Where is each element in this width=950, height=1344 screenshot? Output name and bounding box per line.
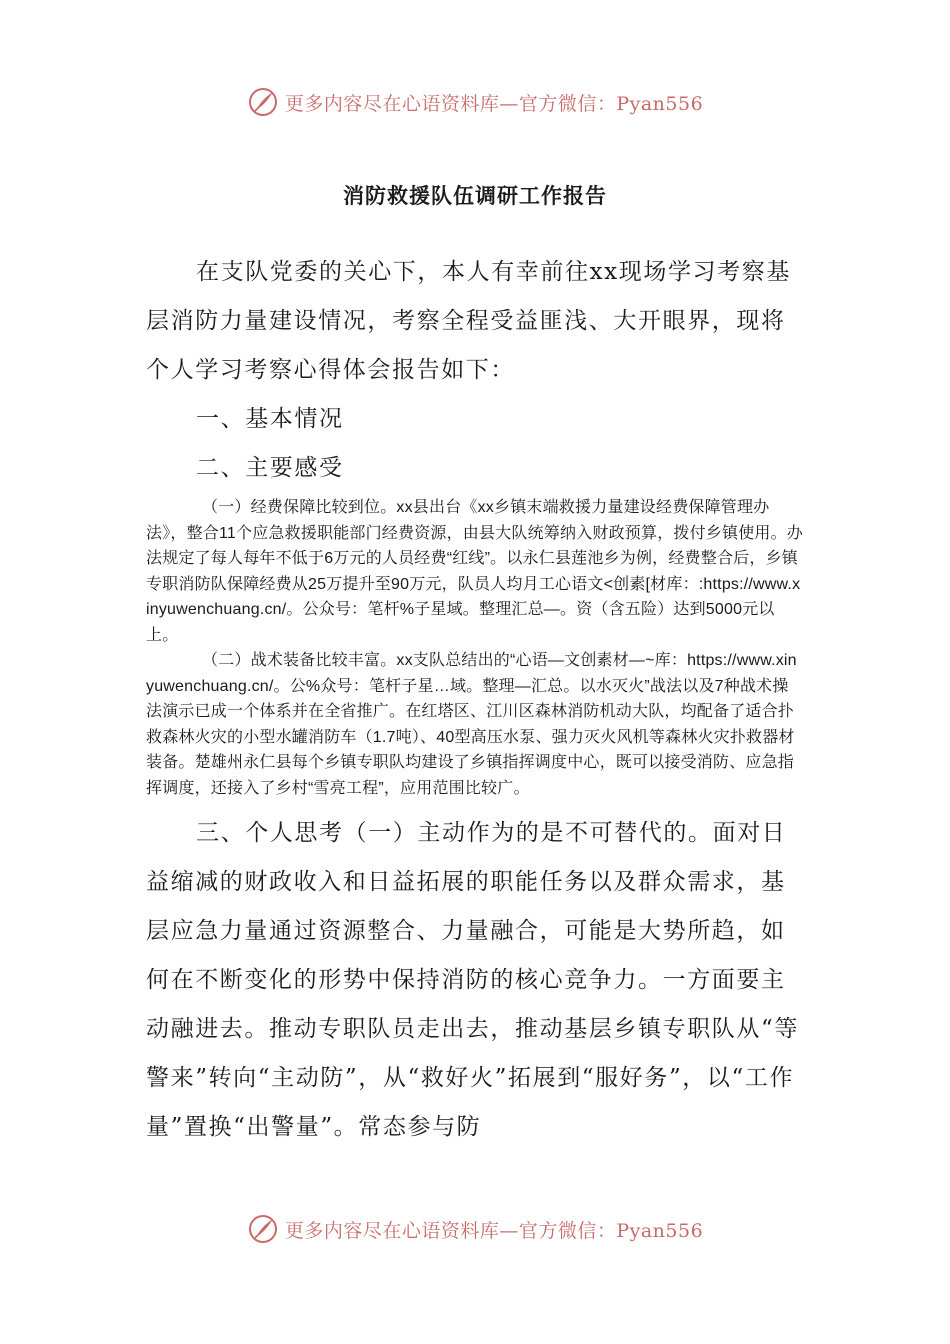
section-heading-impressions: 二、主要感受 [196,455,344,481]
watermark-text: 更多内容尽在心语资料库—官方微信：Pyan556 [284,92,704,115]
watermark-banner-bottom [0,1209,950,1249]
section-heading-basic: 一、基本情况 [196,406,344,432]
document-title: 消防救援队伍调研工作报告 [343,183,607,208]
quill-logo-icon [247,86,279,118]
funding-paragraph: （一）经费保障比较到位。xx县出台《xx乡镇末端救援力量建设经费保障管理办法》，整合11个应急救援职能部门经费资源，由县大队统筹纳入财政预算，拨付乡镇使用。办法规定了每人每年不低于6万元的人员经费“红线”。以永仁县莲池乡为例，经费整合后，乡镇专职消防队保障经费从25万提升至90万元，队员人均月工心语文<创素[材库：:https://www.xinyuwenchuang.cn/。公众号：笔杆%子星域。整理汇总—。资（含五险）达到5000元以上。 [146,499,804,644]
watermark-banner-top [0,82,950,122]
equipment-paragraph: （二）战术装备比较丰富。xx支队总结出的“心语—文创素材—~库：https://www.xinyuwenchuang.cn/。公%众号：笔杆子星…域。整理—汇总。以水灭火”战法以及7种战术操法演示已成一个体系并在全省推广。在红塔区、江川区森林消防机动大队，均配备了适合扑救森林火灾的小型水罐消防车（1.7吨）、40型高压水泵、强力灭火风机等森林火灾扑救器材装备。楚雄州永仁县每个乡镇专职队均建设了乡镇指挥调度中心，既可以接受消防、应急指挥调度，还接入了乡村“雪亮工程”，应用范围比较广。 [146,652,797,797]
watermark-text: 更多内容尽在心语资料库—官方微信：Pyan556 [284,1219,704,1242]
document-body [146,248,804,1152]
quill-logo-icon [247,1213,279,1245]
personal-thinking-paragraph: 三、个人思考（一）主动作为的是不可替代的。面对日益缩减的财政收入和日益拓展的职能任务以及群众需求，基层应急力量通过资源整合、力量融合，可能是大势所趋，如何在不断变化的形势中保持消防的核心竞争力。一方面要主动融进去。推动专职队员走出去，推动基层乡镇专职队从“等警来”转向“主动防”，从“救好火”拓展到“服好务”，以“工作量”置换“出警量”。常态参与防 [146,820,799,1140]
intro-paragraph: 在支队党委的关心下，本人有幸前往xx现场学习考察基层消防力量建设情况，考察全程受益匪浅、大开眼界，现将个人学习考察心得体会报告如下： [146,259,791,383]
